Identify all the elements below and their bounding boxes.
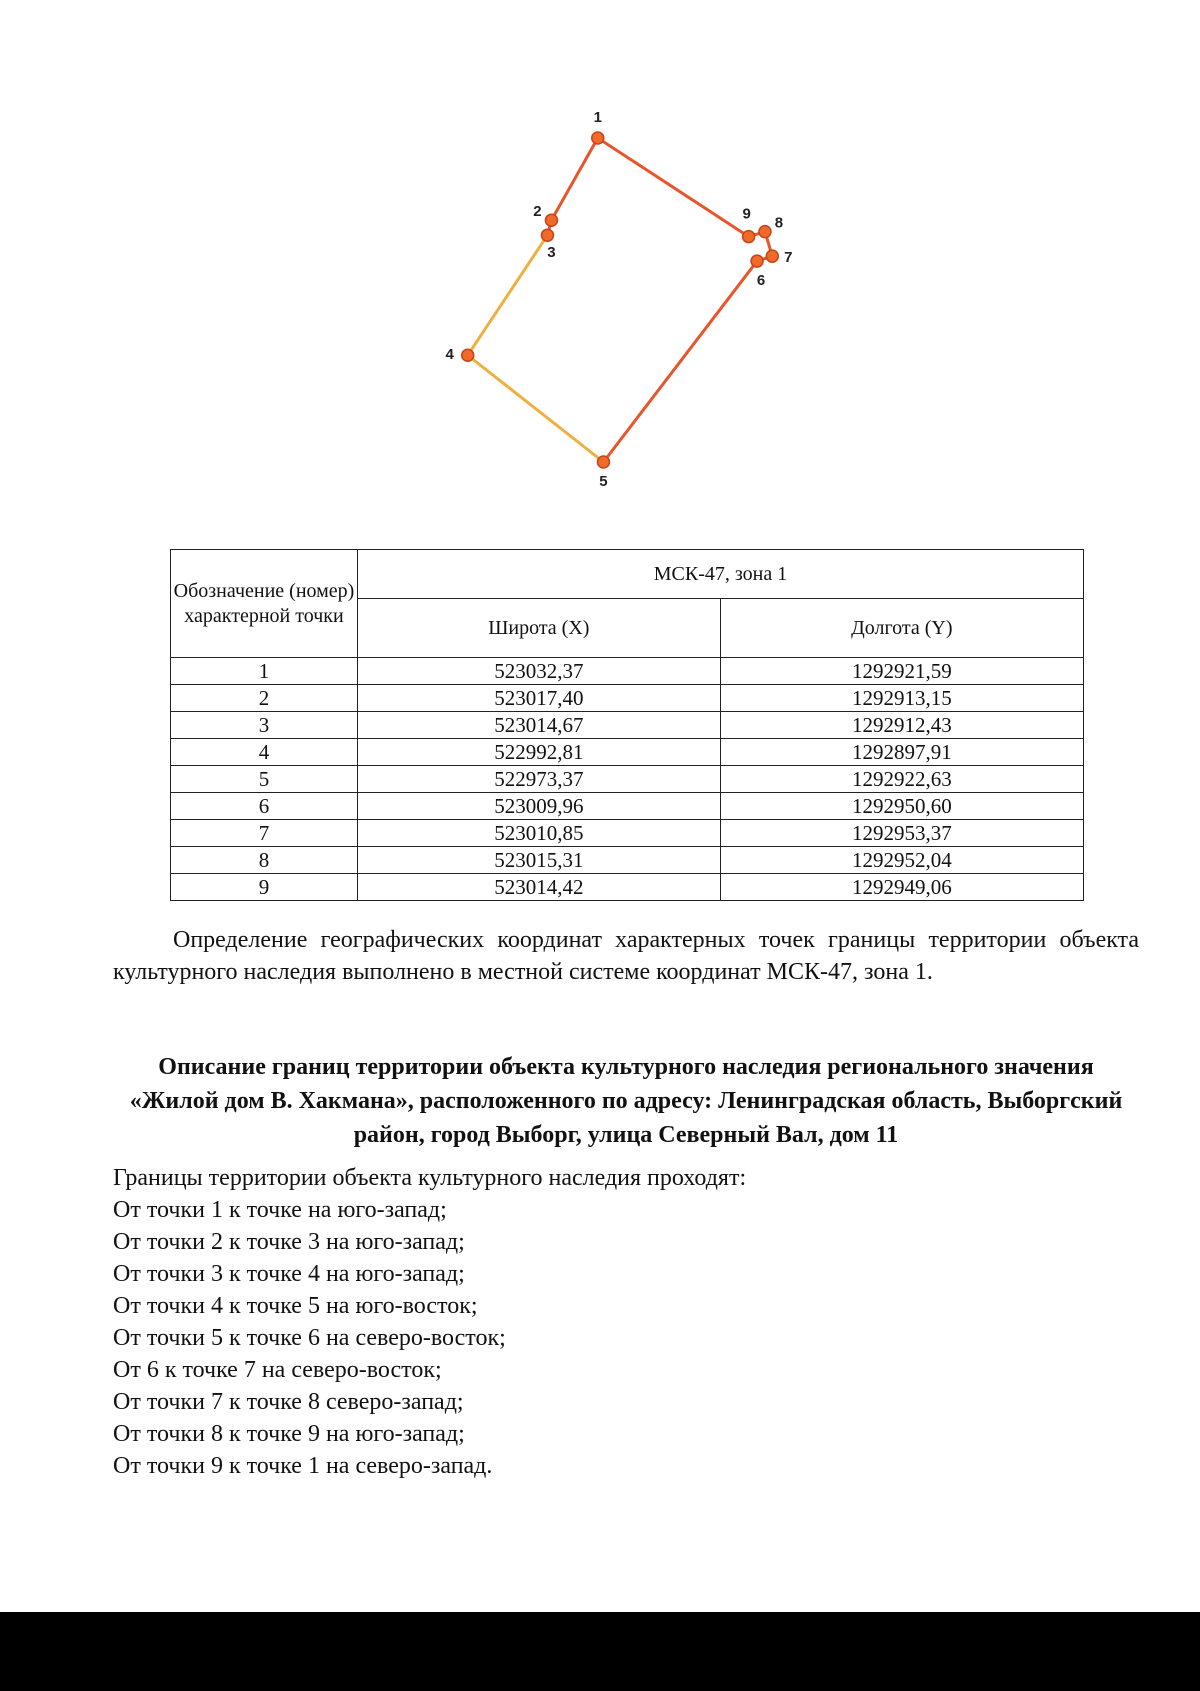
latitude-value: 523014,67: [358, 712, 721, 739]
boundary-point-6: [751, 255, 763, 267]
coordinates-table: [170, 549, 1084, 901]
longitude-value: 1292953,37: [720, 820, 1083, 847]
point-label-5: 5: [599, 473, 608, 490]
description-line: От точки 7 к точке 8 северо-запад;: [113, 1389, 464, 1415]
latitude-value: 522992,81: [358, 739, 721, 766]
description-line: От точки 2 к точке 3 на юго-запад;: [113, 1229, 465, 1255]
description-line: От точки 8 к точке 9 на юго-запад;: [113, 1421, 465, 1447]
boundary-point-9: [743, 231, 755, 243]
description-line: От точки 3 к точке 4 на юго-запад;: [113, 1261, 465, 1287]
point-number: 9: [171, 874, 358, 901]
longitude-value: 1292897,91: [720, 739, 1083, 766]
table-row: [171, 739, 1084, 766]
description-intro: Границы территории объекта культурного наследия проходят:: [113, 1165, 747, 1191]
table-row: [171, 658, 1084, 685]
point-number: 4: [171, 739, 358, 766]
boundary-segment-9-1: [598, 138, 749, 237]
boundary-point-7: [766, 250, 778, 262]
description-line: От точки 9 к точке 1 на северо-запад.: [113, 1453, 493, 1479]
boundary-description-heading: Описание границ территории объекта культурного наследия регионального значения «Жилой дом В. Хакмана», расположенного по адресу: Ленинградская область, Выборгский район, город Выборг, улица Северный Вал, дом 11: [129, 1054, 1123, 1148]
latitude-value: 523010,85: [358, 820, 721, 847]
table-row: [171, 874, 1084, 901]
longitude-value: 1292952,04: [720, 847, 1083, 874]
boundary-point-3: [541, 229, 553, 241]
description-line: От 6 к точке 7 на северо-восток;: [113, 1357, 442, 1383]
boundary-point-5: [597, 456, 609, 468]
header-coordinate-system: МСК-47, зона 1: [358, 550, 1084, 599]
point-number: 1: [171, 658, 358, 685]
point-label-3: 3: [547, 244, 556, 262]
coordinates-table-body: [171, 658, 1084, 901]
latitude-value: 523015,31: [358, 847, 721, 874]
latitude-value: 523032,37: [358, 658, 721, 685]
longitude-value: 1292922,63: [720, 766, 1083, 793]
point-label-6: 6: [756, 272, 766, 290]
longitude-value: 1292950,60: [720, 793, 1083, 820]
longitude-value: 1292913,15: [720, 685, 1083, 712]
description-line: От точки 5 к точке 6 на северо-восток;: [113, 1325, 506, 1351]
description-line: От точки 1 к точке на юго-запад;: [113, 1197, 447, 1223]
boundary-segment-1-2: [551, 138, 597, 220]
table-row: [171, 793, 1084, 820]
table-row: [171, 766, 1084, 793]
longitude-value: 1292921,59: [720, 658, 1083, 685]
header-longitude: Долгота (Y): [720, 599, 1083, 658]
latitude-value: 522973,37: [358, 766, 721, 793]
point-label-9: 9: [742, 205, 751, 223]
scan-border-bar: [0, 1612, 1200, 1691]
boundary-point-4: [462, 349, 474, 361]
table-row: [171, 820, 1084, 847]
point-label-1: 1: [593, 109, 602, 126]
longitude-value: 1292912,43: [720, 712, 1083, 739]
boundary-point-2: [545, 214, 557, 226]
table-row: [171, 712, 1084, 739]
boundary-point-1: [592, 132, 604, 144]
point-number: 3: [171, 712, 358, 739]
point-label-2: 2: [533, 203, 542, 221]
latitude-value: 523017,40: [358, 685, 721, 712]
point-number: 7: [171, 820, 358, 847]
boundary-segment-4-5: [468, 355, 604, 462]
point-number: 5: [171, 766, 358, 793]
coordinate-system-note: Определение географических координат характерных точек границы территории объекта культурного наследия выполнено в местной системе координат МСК-47, зона 1.: [113, 927, 1139, 985]
latitude-value: 523009,96: [358, 793, 721, 820]
header-point-number: Обозначение (номер) характерной точки: [171, 550, 358, 658]
boundary-segment-5-6: [603, 261, 757, 462]
table-row: [171, 685, 1084, 712]
point-label-4: 4: [445, 346, 454, 364]
boundary-scheme: [400, 100, 840, 500]
table-row: [171, 847, 1084, 874]
boundary-point-8: [759, 226, 771, 238]
point-label-7: 7: [784, 249, 793, 267]
point-label-8: 8: [774, 214, 784, 232]
boundary-description: [113, 1162, 746, 1482]
point-number: 8: [171, 847, 358, 874]
boundary-segment-3-4: [468, 235, 548, 355]
description-line: От точки 4 к точке 5 на юго-восток;: [113, 1293, 478, 1319]
latitude-value: 523014,42: [358, 874, 721, 901]
point-number: 6: [171, 793, 358, 820]
point-number: 2: [171, 685, 358, 712]
longitude-value: 1292949,06: [720, 874, 1083, 901]
header-latitude: Широта (X): [358, 599, 721, 658]
